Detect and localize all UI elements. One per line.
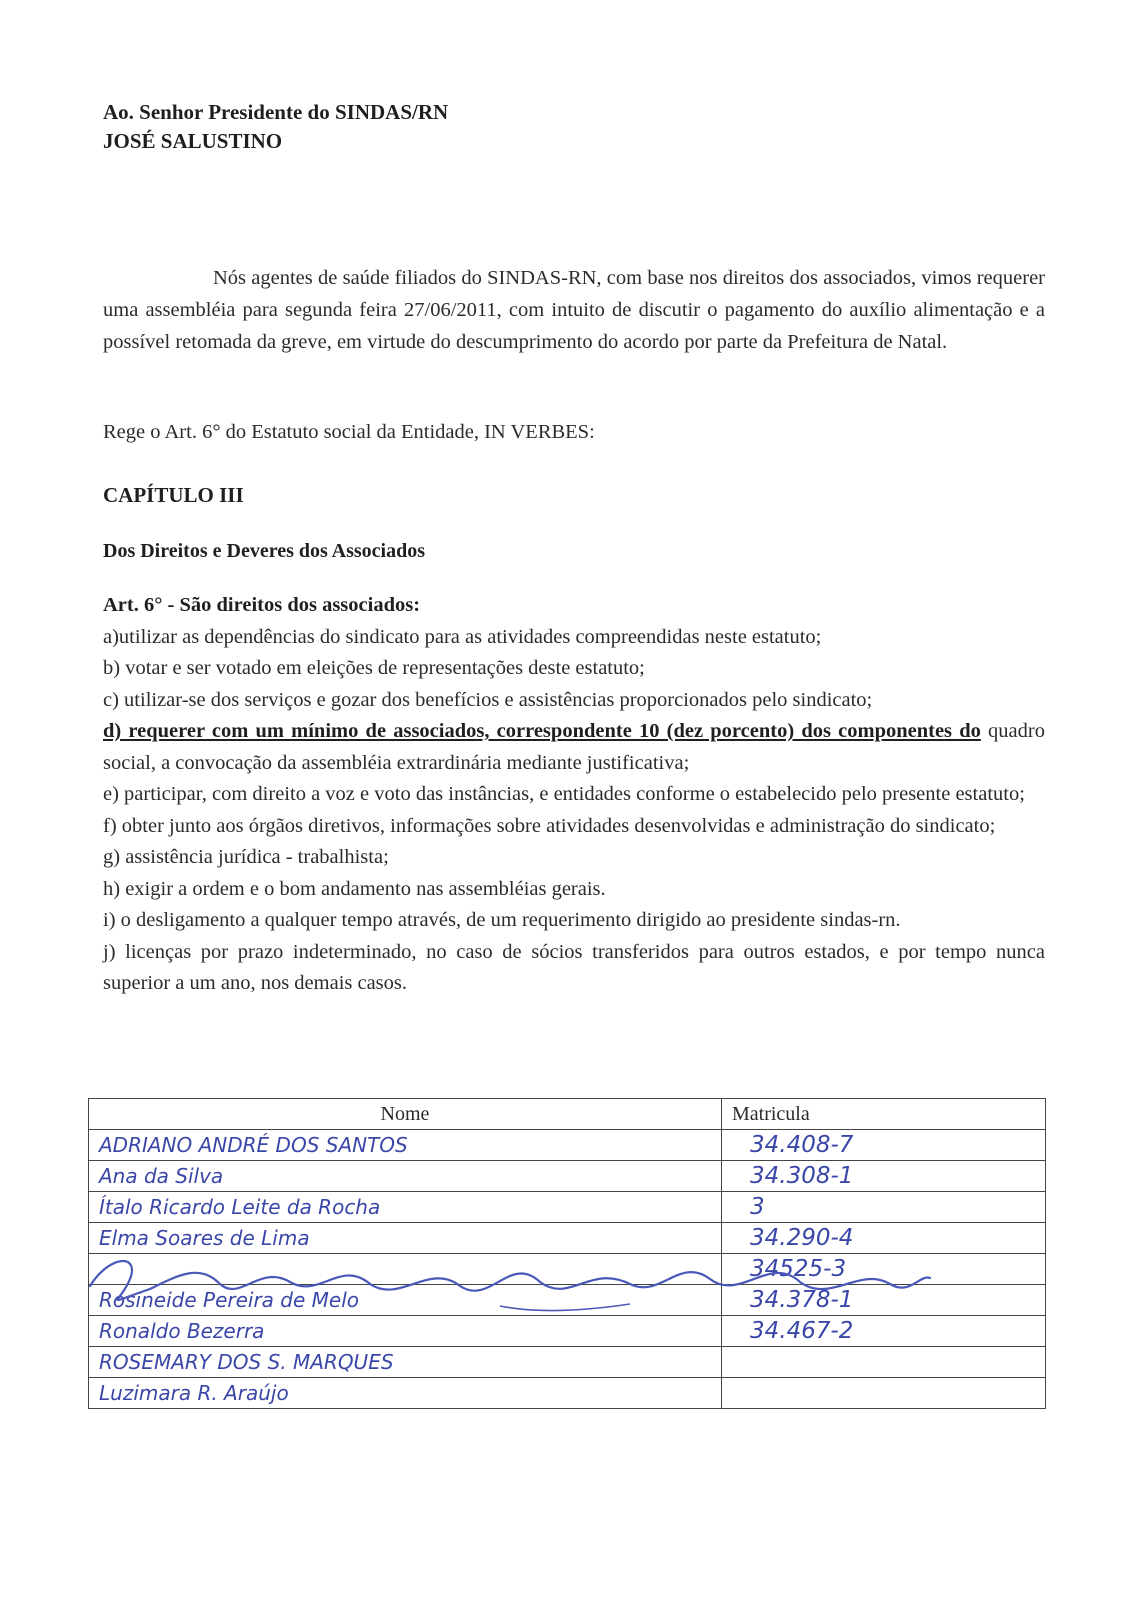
table-header-row bbox=[89, 1099, 1046, 1130]
table-row bbox=[89, 1223, 1046, 1254]
addressee-line-2: JOSÉ SALUSTINO bbox=[103, 129, 283, 153]
article-item-b: b) votar e ser votado em eleições de representações deste estatuto; bbox=[103, 657, 645, 679]
signature-name: ROSEMARY DOS S. MARQUES bbox=[89, 1347, 722, 1378]
signature-matricula: 34525-3 bbox=[722, 1254, 1046, 1285]
article-item-j: j) licenças por prazo indeterminado, no caso de sócios transferidos para outros estados, e por tempo nunca superior a um ano, nos demais casos. bbox=[103, 940, 1045, 994]
signature-name: Rosineide Pereira de Melo bbox=[89, 1285, 722, 1316]
table-row bbox=[89, 1347, 1046, 1378]
signature-matricula bbox=[722, 1378, 1046, 1409]
signature-matricula: 34.467-2 bbox=[722, 1316, 1046, 1347]
signature-name: Ronaldo Bezerra bbox=[89, 1316, 722, 1347]
article-item-g: g) assistência jurídica - trabalhista; bbox=[103, 846, 389, 868]
article-item-d-rest: quadro social, a convocação da assembléia extrardinária mediante justificativa; bbox=[103, 720, 1045, 774]
intro-paragraph: Nós agentes de saúde filiados do SINDAS-RN, com base nos direitos dos associados, vimos requerer uma assembléia para segunda feira 27/06/2011, com intuito de discutir o pagamento do auxílio alimentação e a possível retomada da greve, em virtude do descumprimento do acordo por parte da Prefeitura de Natal. bbox=[103, 267, 1045, 353]
article-6 bbox=[103, 590, 1045, 1000]
article-item-i: i) o desligamento a qualquer tempo através, de um requerimento dirigido ao presidente sindas-rn. bbox=[103, 909, 901, 931]
chapter-heading: CAPÍTULO III bbox=[103, 483, 244, 507]
article-item-h: h) exigir a ordem e o bom andamento nas assembléias gerais. bbox=[103, 877, 606, 900]
signature-name: ADRIANO ANDRÉ DOS SANTOS bbox=[89, 1130, 722, 1161]
signature-name: Ítalo Ricardo Leite da Rocha bbox=[89, 1192, 722, 1223]
article-item-e: e) participar, com direito a voz e voto das instâncias, e entidades conforme o estabelecido pelo presente estatuto; bbox=[103, 783, 1025, 805]
column-header-name: Nome bbox=[89, 1099, 722, 1130]
table-row bbox=[89, 1161, 1046, 1192]
signature-name: Elma Soares de Lima bbox=[89, 1223, 722, 1254]
article-item-d bbox=[103, 716, 1045, 779]
addressee-line-1: Ao. Senhor Presidente do SINDAS/RN bbox=[103, 100, 449, 124]
table-row bbox=[89, 1130, 1046, 1161]
article-item-a: a)utilizar as dependências do sindicato para as atividades compreendidas neste estatuto; bbox=[103, 625, 822, 648]
table-row bbox=[89, 1285, 1046, 1316]
article-item-f: f) obter junto aos órgãos diretivos, informações sobre atividades desenvolvidas e administração do sindicato; bbox=[103, 814, 996, 837]
signature-matricula: 3 bbox=[722, 1192, 1046, 1223]
section-heading: Dos Direitos e Deveres dos Associados bbox=[103, 540, 426, 562]
table-row bbox=[89, 1254, 1046, 1285]
signature-table bbox=[88, 1098, 1046, 1409]
signature-name: Luzimara R. Araújo bbox=[89, 1378, 722, 1409]
signature-matricula: 34.408-7 bbox=[722, 1130, 1046, 1161]
table-row bbox=[89, 1192, 1046, 1223]
statute-reference: Rege o Art. 6° do Estatuto social da Entidade, IN VERBES: bbox=[103, 421, 595, 443]
signature-matricula: 34.378-1 bbox=[722, 1285, 1046, 1316]
table-row bbox=[89, 1316, 1046, 1347]
signature-name bbox=[89, 1254, 722, 1285]
column-header-matricula: Matricula bbox=[722, 1099, 1046, 1130]
signature-matricula bbox=[722, 1347, 1046, 1378]
signature-matricula: 34.290-4 bbox=[722, 1223, 1046, 1254]
article-item-d-emphasis: d) requerer com um mínimo de associados, correspondente 10 (dez porcento) dos componentes do bbox=[103, 720, 981, 742]
signature-name: Ana da Silva bbox=[89, 1161, 722, 1192]
article-item-c: c) utilizar-se dos serviços e gozar dos benefícios e assistências proporcionados pelo sindicato; bbox=[103, 688, 873, 711]
addressee-block bbox=[103, 98, 448, 156]
article-title: Art. 6° - São direitos dos associados: bbox=[103, 594, 421, 616]
table-row bbox=[89, 1378, 1046, 1409]
signature-matricula: 34.308-1 bbox=[722, 1161, 1046, 1192]
